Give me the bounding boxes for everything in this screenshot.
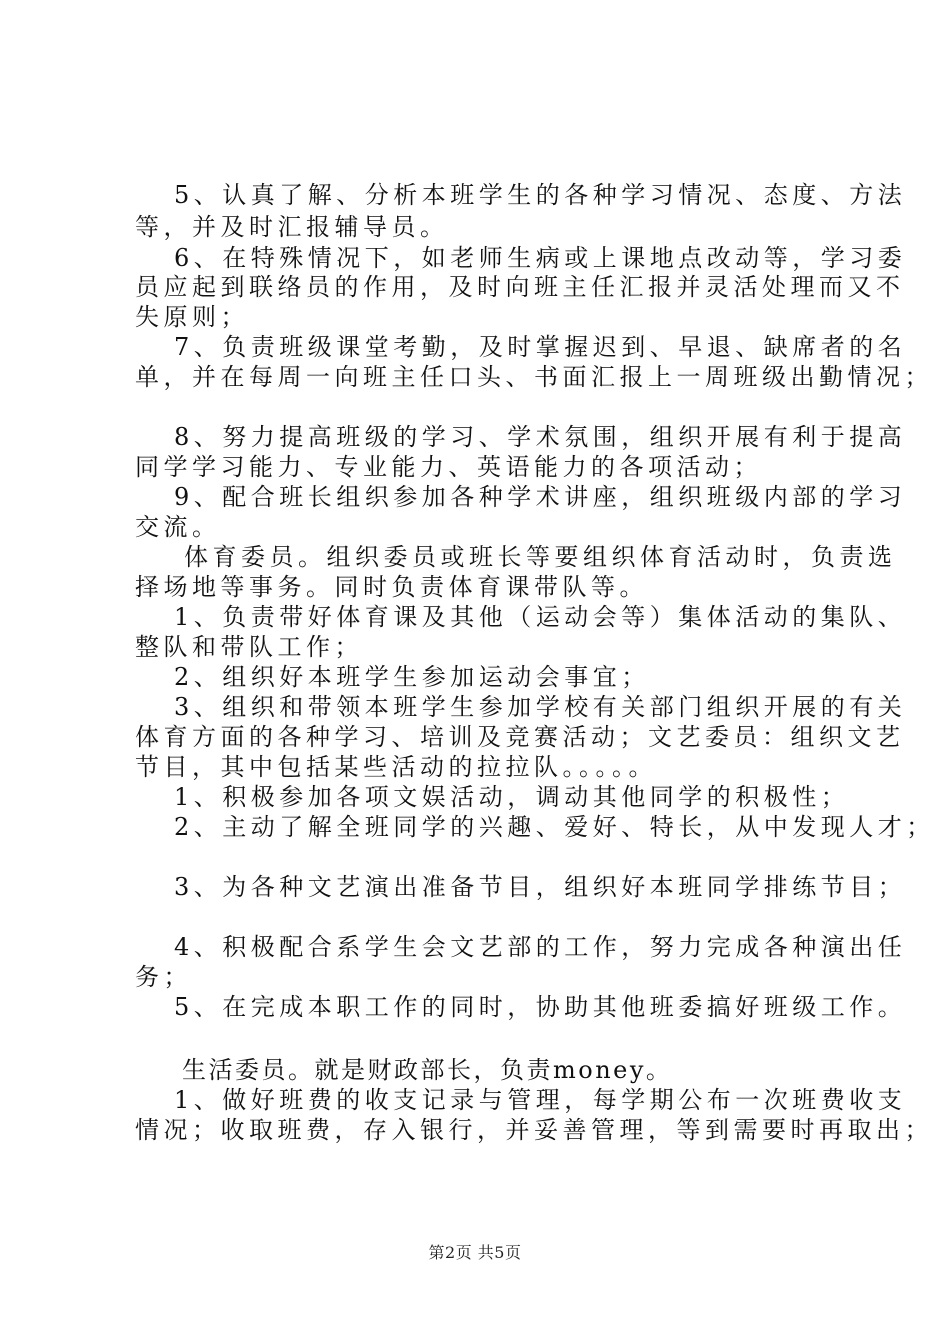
text-line: 2、主动了解全班同学的兴趣、爱好、特长，从中发现人才；: [174, 813, 935, 841]
text-line: 情况；收取班费，存入银行，并妥善管理，等到需要时再取出；: [135, 1116, 933, 1144]
text-line: 失原则；: [135, 303, 249, 331]
text-line: 务；: [135, 963, 192, 991]
text-line: 9、配合班长组织参加各种学术讲座，组织班级内部的学习: [174, 483, 907, 511]
text-line: 单，并在每周一向班主任口头、书面汇报上一周班级出勤情况；: [135, 363, 933, 391]
text-line: 6、在特殊情况下，如老师生病或上课地点改动等，学习委: [174, 244, 907, 272]
text-line: 5、认真了解、分析本班学生的各种学习情况、态度、方法: [174, 181, 907, 209]
text-line: 体育方面的各种学习、培训及竞赛活动；文艺委员：组织文艺: [135, 723, 905, 751]
text-line: 8、努力提高班级的学习、学术氛围，组织开展有利于提高: [174, 423, 907, 451]
text-line: 体育委员。组织委员或班长等要组织体育活动时，负责选: [184, 543, 897, 571]
text-line: 1、负责带好体育课及其他（运动会等）集体活动的集队、: [174, 603, 907, 631]
text-line: 7、负责班级课堂考勤，及时掌握迟到、早退、缺席者的名: [174, 333, 907, 361]
text-line: 1、做好班费的收支记录与管理，每学期公布一次班费收支: [174, 1086, 907, 1114]
text-line: 2、组织好本班学生参加运动会事宜；: [174, 663, 650, 691]
text-line: 整队和带队工作；: [135, 633, 363, 661]
page-number-footer: 第2页 共5页: [428, 1243, 522, 1262]
text-line: 4、积极配合系学生会文艺部的工作，努力完成各种演出任: [174, 933, 907, 961]
text-line: 同学学习能力、专业能力、英语能力的各项活动；: [135, 453, 762, 481]
text-line: 交流。: [135, 513, 221, 541]
text-line: 1、积极参加各项文娱活动，调动其他同学的积极性；: [174, 783, 850, 811]
text-line: 3、组织和带领本班学生参加学校有关部门组织开展的有关: [174, 693, 907, 721]
text-line: 择场地等事务。同时负责体育课带队等。: [135, 573, 648, 601]
text-line: 5、在完成本职工作的同时，协助其他班委搞好班级工作。: [174, 993, 907, 1021]
text-line: 等，并及时汇报辅导员。: [135, 213, 449, 241]
text-line: 3、为各种文艺演出准备节目，组织好本班同学排练节目；: [174, 873, 907, 901]
text-line: 生活委员。就是财政部长，负责money。: [182, 1056, 673, 1084]
text-line: 员应起到联络员的作用，及时向班主任汇报并灵活处理而又不: [135, 273, 905, 301]
text-line: 节目，其中包括某些活动的拉拉队。。。。。: [135, 753, 657, 781]
